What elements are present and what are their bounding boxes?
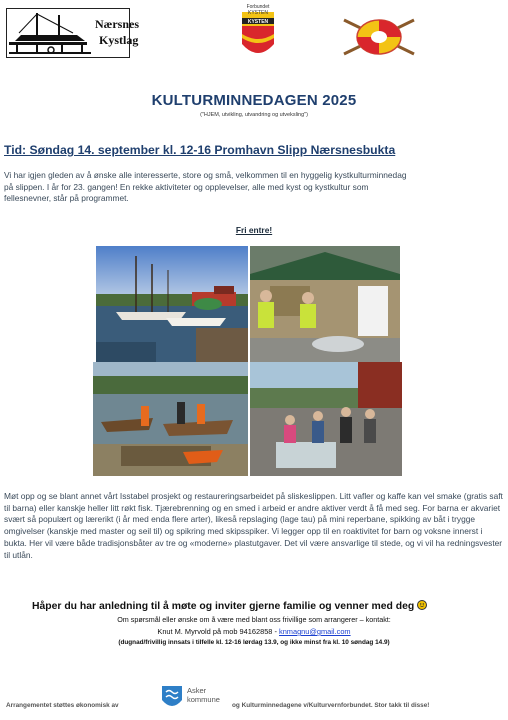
sponsor-text-right: og Kulturminnedagene v/Kulturvernforbundet. Stor takk til disse! [232, 702, 430, 709]
aquarium-visitors-photo [250, 362, 402, 476]
program-paragraph: Møt opp og se blant annet vårt Isstabel prosjekt og restaureringsarbeidet på sliskeslippen. Litt vafler og kaffe kan vel smake (gratis saft til barna) eller kanskje heller litt røkt fisk. Tjærebrenning og en smed i arbeid er andre aktiver verdt å få med seg. For barna er akvariet svært så populært og lærerikt (i år med enda flere arter), likeså repslaging (lage tau) på mini reperbane, spikking av båt i trygge omgivelser (kanskje med master og seil til) og spikring med skipsspiker. Vi legger opp til en roaktivitet for barn og voksne innerst i bukta. Her vil være både tradisjonsbåter av tre og «moderne» plastutgaver. Det vil være ansvarlige til stede, og vi vil ha redningsvester til utlån. [4, 491, 503, 560]
harbor-boats-photo [96, 246, 248, 362]
forbundet-kysten-logo [236, 4, 280, 62]
tent-stand-photo [250, 246, 400, 362]
sponsor-text-left: Arrangementet støttes økonomisk av [6, 702, 119, 709]
event-subtitle: ("HJEM, utvikling, utvandring og utveksling") [200, 112, 308, 118]
contact-name-phone: Knut M. Myrvold på mob 94162858 - [157, 627, 279, 636]
event-time-place: Tid: Søndag 14. september kl. 12-16 Promhavn Slipp Nærsnesbukta [4, 143, 396, 157]
asker-kommune-text: Asker kommune [187, 686, 220, 704]
crossed-oars-icon [340, 12, 418, 62]
ship-on-slipway-icon [7, 9, 97, 57]
volunteer-note: (dugnad/frivillig innsats i tilfelle kl. 12-16 lørdag 13.9, og ikke minst fra kl. 10 søndag 14.9) [118, 639, 390, 646]
crossed-oars-logo [340, 12, 418, 62]
contact-email-link[interactable]: knmagnu@gmail.com [279, 627, 351, 636]
closing-text: Håper du har anledning til å møte og inviter gjerne familie og venner med deg [32, 601, 415, 612]
event-title: KULTURMINNEDAGEN 2025 [151, 92, 357, 109]
asker-kommune-logo [160, 684, 240, 712]
closing-line [32, 600, 427, 612]
contact-line [0, 627, 508, 636]
asker-shield-icon [160, 684, 184, 712]
free-entry: Fri entre! [235, 225, 273, 235]
smiley-icon [417, 600, 427, 610]
logo-caption: Forbundet KYSTEN [246, 4, 270, 16]
naersnes-kystlag-logo [6, 8, 139, 58]
intro-paragraph: Vi har igjen gleden av å ønske alle interesserte, store og små, velkommen til en hyggelig kystkulturminnedag på slippen. I år for 23. gangen! En rekke aktiviteter og opplevelser, alle med kyst og kystkultur som fellesnevner, står på programmet. [4, 170, 407, 204]
rowing-boats-photo [93, 362, 248, 476]
logo-text-naersnes: Nærsnes [95, 17, 139, 31]
svg-text:KYSTEN: KYSTEN [247, 19, 269, 25]
logo-text-kystlag: Kystlag [99, 33, 139, 47]
contact-intro: Om spørsmål eller ønske om å være med blant oss frivillige som arrangerer – kontakt: [117, 615, 391, 624]
